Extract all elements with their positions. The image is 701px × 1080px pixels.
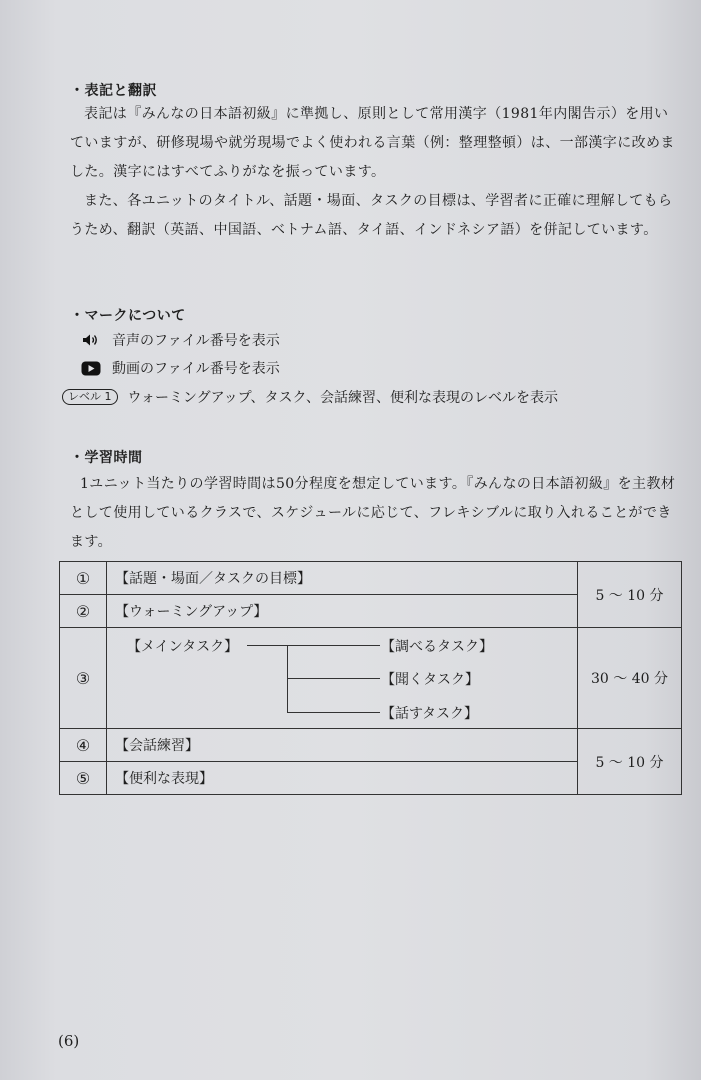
mark-row-video xyxy=(70,357,280,379)
table-row xyxy=(60,729,682,762)
main-task-label: 【メインタスク】 xyxy=(127,639,239,655)
schedule-table xyxy=(59,561,682,795)
row-number: ① xyxy=(60,562,107,595)
task-tree xyxy=(115,628,577,728)
mark-text-audio: 音声のファイル番号を表示 xyxy=(112,333,280,349)
video-play-icon xyxy=(70,361,112,376)
level-badge: レベル 1 xyxy=(62,389,118,405)
row-number: ④ xyxy=(60,729,107,762)
task-cell: 【会話練習】 xyxy=(107,729,578,762)
mark-text-level: ウォーミングアップ、タスク、会話練習、便利な表現のレベルを表示 xyxy=(127,390,558,406)
paragraph-study-time: 1ユニット当たりの学習時間は50分程度を想定しています。『みんなの日本語初級』を主教材として使用しているクラスで、スケジュールに応じて、フレキシブルに取り入れることができます。 xyxy=(70,476,676,550)
task-cell: 【話題・場面／タスクの目標】 xyxy=(107,562,578,595)
row-number: ② xyxy=(60,595,107,628)
mark-row-audio xyxy=(70,329,280,351)
connector-line xyxy=(287,712,380,713)
connector-line xyxy=(247,645,380,646)
section-title-study-time: ・学習時間 xyxy=(70,450,143,466)
time-cell: 5 〜 10 分 xyxy=(578,729,682,795)
table-row xyxy=(60,628,682,729)
connector-line xyxy=(287,678,380,679)
paragraph-notation-1: 表記は『みんなの日本語初級』に準拠し、原則として常用漢字（1981年内閣告示）を用いていますが、研修現場や就労現場でよく使われる言葉（例：整理整頓）は、一部漢字に改めました。漢字にはすべてふりがなを振っています。 xyxy=(70,106,675,180)
section-title-marks: ・マークについて xyxy=(70,308,186,324)
row-number: ⑤ xyxy=(60,762,107,795)
mark-text-video: 動画のファイル番号を表示 xyxy=(112,361,280,377)
main-task-cell xyxy=(107,628,578,729)
subtask-label: 【聞くタスク】 xyxy=(381,672,479,688)
task-cell: 【便利な表現】 xyxy=(107,762,578,795)
row-number: ③ xyxy=(60,628,107,729)
time-cell: 30 〜 40 分 xyxy=(578,628,682,729)
table-row xyxy=(60,562,682,595)
page-number: (6) xyxy=(58,1032,80,1050)
time-cell: 5 〜 10 分 xyxy=(578,562,682,628)
subtask-label: 【話すタスク】 xyxy=(381,706,479,722)
mark-row-level xyxy=(70,386,558,408)
section-title-notation: ・表記と翻訳 xyxy=(70,83,157,99)
task-cell: 【ウォーミングアップ】 xyxy=(107,595,578,628)
paragraph-notation-2: また、各ユニットのタイトル、話題・場面、タスクの目標は、学習者に正確に理解してもらうため、翻訳（英語、中国語、ベトナム語、タイ語、インドネシア語）を併記しています。 xyxy=(70,193,673,238)
subtask-label: 【調べるタスク】 xyxy=(381,639,493,655)
speaker-icon xyxy=(70,333,112,347)
